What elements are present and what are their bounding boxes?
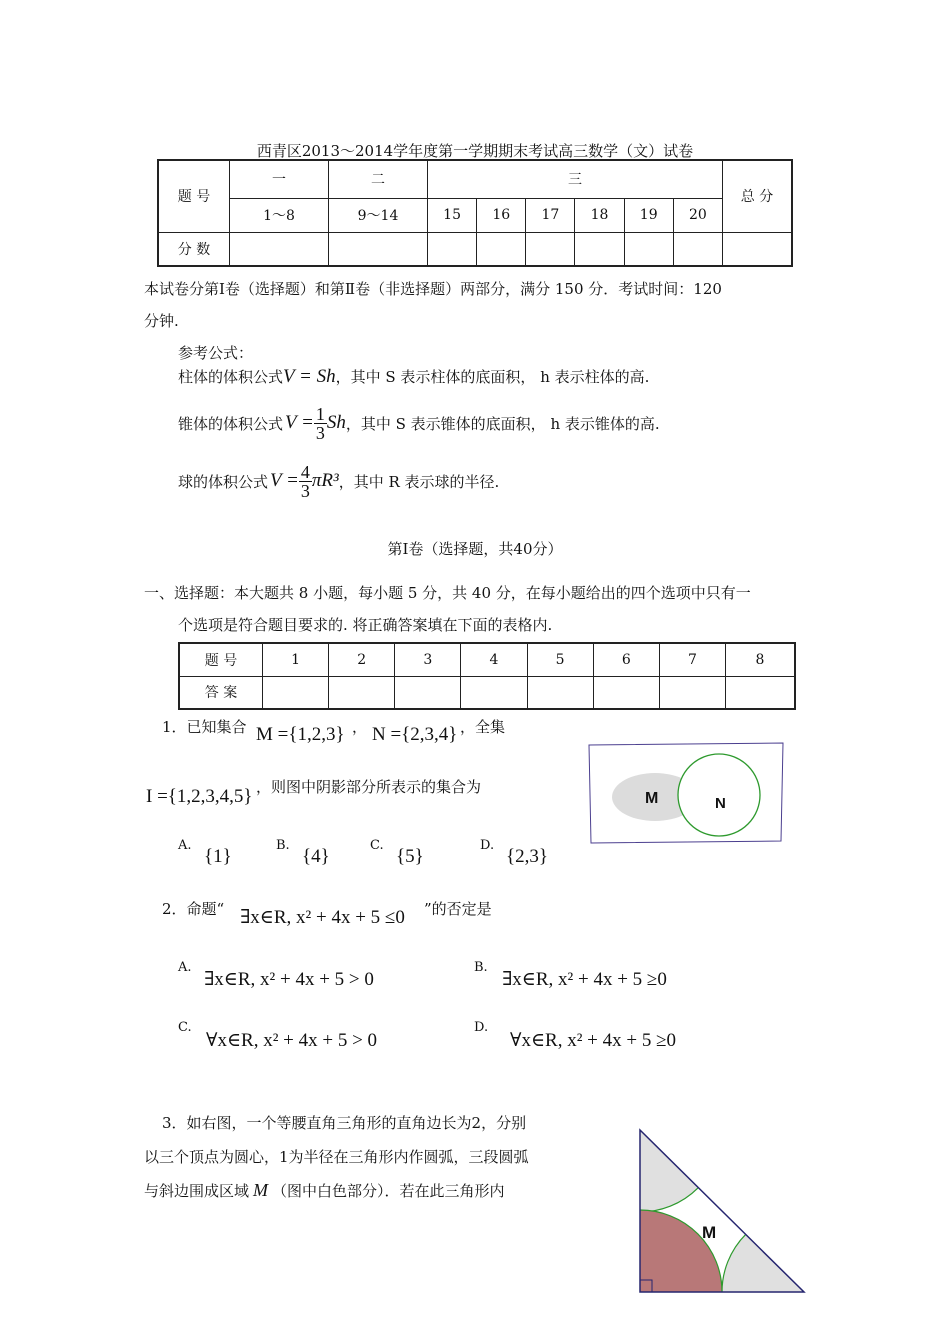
- score-table-range: 16: [477, 198, 526, 232]
- fraction-one-third: [314, 405, 327, 442]
- answer-table-answer-label: 答 案: [179, 676, 263, 709]
- formula-sphere-suffix: ，其中 R 表示球的半径.: [338, 472, 500, 491]
- answer-table-number: 6: [593, 643, 659, 676]
- answer-table-number: 3: [395, 643, 461, 676]
- fraction-numerator: 4: [300, 461, 310, 482]
- part1-title: 第Ⅰ卷（选择题，共40分）: [387, 540, 563, 558]
- page-title: 西青区2013～2014学年度第一学期期末考试高三数学（文）试卷: [256, 142, 694, 160]
- score-table-total: 总 分: [723, 160, 793, 232]
- q3-line-3-a: 与斜边围成区域: [144, 1182, 250, 1200]
- score-table: [157, 159, 793, 267]
- score-table-row-label: 题 号: [158, 160, 230, 232]
- venn-diagram: [585, 740, 785, 846]
- q2-option-b-label[interactable]: B.: [474, 960, 488, 975]
- fraction-denominator: 3: [315, 422, 325, 443]
- q2-option-d-label[interactable]: D.: [474, 1020, 489, 1035]
- q1-option-c-label[interactable]: C.: [370, 838, 384, 853]
- formula-sphere: [178, 458, 499, 504]
- q1-set-n: N ={2,3,4}: [372, 724, 458, 745]
- score-cell[interactable]: [329, 232, 428, 266]
- score-table-section-2: 二: [329, 160, 428, 198]
- score-table-range: 20: [673, 198, 722, 232]
- q2-option-d-value[interactable]: ∀x∈R, x² + 4x + 5 ≥0: [510, 1030, 677, 1051]
- formula-pyramid-suffix: ，其中 S 表示锥体的底面积， h 表示锥体的高.: [345, 414, 660, 433]
- q2-suffix: ”的否定是: [424, 900, 492, 918]
- q1-option-d-value[interactable]: {2,3}: [506, 846, 548, 867]
- intro-line-2: 分钟.: [144, 312, 179, 330]
- venn-label-m: M: [645, 790, 659, 807]
- venn-label-n: N: [715, 795, 726, 812]
- q1-set-i: I ={1,2,3,4,5}: [146, 786, 253, 807]
- q2-option-c-label[interactable]: C.: [178, 1020, 192, 1035]
- score-table-section-3: 三: [428, 160, 723, 198]
- answer-cell[interactable]: [461, 676, 527, 709]
- formula-heading: 参考公式：: [178, 344, 254, 362]
- formula-sphere-prefix: 球的体积公式: [178, 472, 269, 491]
- score-table-score-label: 分 数: [158, 232, 230, 266]
- score-cell[interactable]: [624, 232, 673, 266]
- right-vertex-sector: [722, 1210, 810, 1296]
- q3-line-3: [144, 1180, 505, 1201]
- q2-option-a-label[interactable]: A.: [178, 960, 192, 975]
- section1-line-2: 个选项是符合题目要求的. 将正确答案填在下面的表格内.: [178, 616, 553, 634]
- section1-line-1: 一、选择题：本大题共 8 小题，每小题 5 分，共 40 分，在每小题给出的四个选项中只有一: [144, 584, 751, 602]
- q2-prefix: 2．命题“: [162, 900, 225, 918]
- answer-cell[interactable]: [329, 676, 395, 709]
- answer-table-number: 4: [461, 643, 527, 676]
- answer-cell[interactable]: [263, 676, 329, 709]
- score-cell[interactable]: [230, 232, 329, 266]
- formula-pyramid-prefix: 锥体的体积公式: [178, 414, 284, 433]
- score-cell[interactable]: [428, 232, 477, 266]
- fraction-four-thirds: [299, 463, 312, 500]
- score-cell[interactable]: [673, 232, 722, 266]
- q1-line-2: ，则图中阴影部分所表示的集合为: [256, 778, 482, 796]
- formula-prism: [178, 366, 649, 388]
- score-table-range: 9～14: [329, 198, 428, 232]
- triangle-figure: [630, 1124, 810, 1296]
- q1-comma: ，: [352, 718, 368, 736]
- answer-table-number: 1: [263, 643, 329, 676]
- score-cell[interactable]: [723, 232, 793, 266]
- q1-suffix: ，全集: [460, 718, 506, 736]
- q2-expression: ∃x∈R, x² + 4x + 5 ≤0: [240, 907, 405, 928]
- score-table-range: 19: [624, 198, 673, 232]
- formula-sphere-rhs: πR³: [311, 470, 339, 491]
- answer-table-number: 2: [329, 643, 395, 676]
- formula-pyramid-lhs: V =: [285, 412, 314, 433]
- q1-prefix: 1．已知集合: [162, 718, 247, 736]
- q3-region-m: M: [253, 1180, 269, 1200]
- q1-option-b-label[interactable]: B.: [276, 838, 290, 853]
- q2-option-a-value[interactable]: ∃x∈R, x² + 4x + 5 > 0: [204, 969, 374, 990]
- answer-cell[interactable]: [593, 676, 659, 709]
- fraction-denominator: 3: [300, 480, 310, 501]
- answer-table-number: 7: [659, 643, 725, 676]
- q1-set-m: M ={1,2,3}: [256, 724, 345, 745]
- q3-line-1: 3．如右图，一个等腰直角三角形的直角边长为2，分别: [162, 1114, 527, 1132]
- answer-table: [178, 642, 796, 710]
- score-cell[interactable]: [575, 232, 624, 266]
- answer-cell[interactable]: [659, 676, 725, 709]
- fraction-numerator: 1: [315, 403, 325, 424]
- answer-table-row-label: 题 号: [179, 643, 263, 676]
- q3-line-2: 以三个顶点为圆心，1为半径在三角形内作圆弧，三段圆弧: [144, 1148, 529, 1166]
- q1-option-a-label[interactable]: A.: [178, 838, 192, 853]
- score-cell[interactable]: [477, 232, 526, 266]
- formula-prism-expr: V = Sh: [283, 366, 336, 387]
- region-m-label: M: [702, 1223, 717, 1242]
- intro-line-1: 本试卷分第Ⅰ卷（选择题）和第Ⅱ卷（非选择题）两部分，满分 150 分．考试时间：120: [144, 280, 722, 298]
- score-table-range: 17: [526, 198, 575, 232]
- answer-cell[interactable]: [527, 676, 593, 709]
- answer-cell[interactable]: [395, 676, 461, 709]
- score-table-range: 1～8: [230, 198, 329, 232]
- formula-prism-prefix: 柱体的体积公式: [178, 368, 284, 386]
- score-table-section-1: 一: [230, 160, 329, 198]
- score-cell[interactable]: [526, 232, 575, 266]
- score-table-range: 18: [575, 198, 624, 232]
- q2-option-c-value[interactable]: ∀x∈R, x² + 4x + 5 > 0: [206, 1030, 378, 1051]
- q2-option-b-value[interactable]: ∃x∈R, x² + 4x + 5 ≥0: [502, 969, 667, 990]
- formula-pyramid: [178, 400, 660, 446]
- answer-table-number: 5: [527, 643, 593, 676]
- q1-option-d-label[interactable]: D.: [480, 838, 495, 853]
- formula-pyramid-rhs: Sh: [326, 412, 346, 433]
- q3-line-3-b: （图中白色部分）．若在此三角形内: [272, 1182, 505, 1200]
- formula-prism-suffix: ，其中 S 表示柱体的底面积， h 表示柱体的高.: [335, 368, 650, 386]
- score-table-range: 15: [428, 198, 477, 232]
- q1-line-1: [162, 716, 247, 737]
- q1-option-a-value[interactable]: {1}: [204, 846, 232, 867]
- formula-sphere-lhs: V =: [270, 470, 299, 491]
- q1-option-b-value[interactable]: {4}: [302, 846, 330, 867]
- q1-option-c-value[interactable]: {5}: [396, 846, 424, 867]
- answer-cell[interactable]: [725, 676, 795, 709]
- answer-table-number: 8: [725, 643, 795, 676]
